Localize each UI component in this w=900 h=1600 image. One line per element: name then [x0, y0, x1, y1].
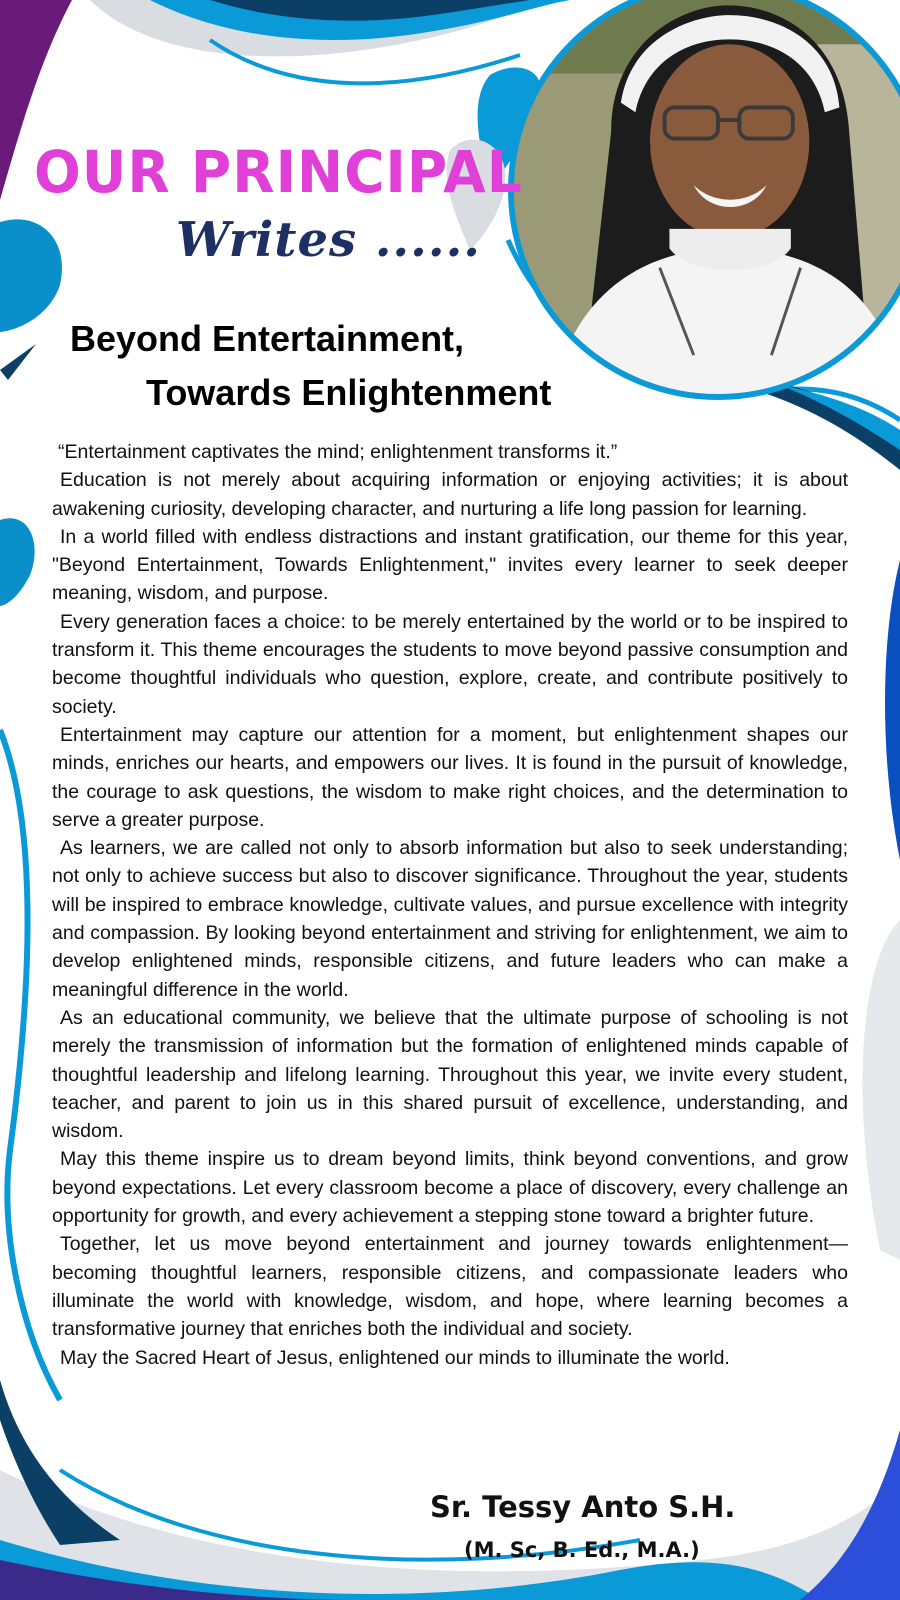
right-edge-gray	[863, 920, 900, 1260]
paragraph: Together, let us move beyond entertainment and journey towards enlightenment—becoming thoughtful learners, responsible citizens, and compassionate leaders who illuminate the world with knowledge, wisdom, and hope, where learning becomes a transformative journey that enriches both the individual and society.	[52, 1233, 848, 1341]
paragraph: Education is not merely about acquiring information or enjoying activities; it is about awakening curiosity, developing character, and nurturing a life long passion for learning.	[52, 469, 848, 520]
paragraph: May this theme inspire us to dream beyond limits, think beyond conventions, and grow beyond expectations. Let every classroom become a place of discovery, every challenge an opportunity for growth, and every achievement a stepping stone toward a brighter future.	[52, 1148, 848, 1228]
signature-qualifications: (M. Sc, B. Ed., M.A.)	[464, 1538, 700, 1562]
right-edge-sliver	[885, 560, 900, 860]
signature-name: Sr. Tessy Anto S.H.	[430, 1490, 736, 1524]
closing-line: May the Sacred Heart of Jesus, enlightened our minds to illuminate the world.	[60, 1346, 730, 1369]
article-title-line1: Beyond Entertainment,	[70, 318, 465, 359]
article-body	[52, 438, 848, 1372]
paragraph: Entertainment may capture our attention for a moment, but enlightenment shapes our minds, enriches our hearts, and empowers our lives. It is found in the pursuit of knowledge, the courage to ask questions, the wisdom to make right choices, and the determination to serve a greater purpose.	[52, 723, 848, 831]
paragraph: As an educational community, we believe that the ultimate purpose of schooling is not merely the transmission of information but the formation of enlightened minds capable of thoughtful leadership and lifelong learning. Throughout this year, we invite every student, teacher, and parent to join us in this shared pursuit of excellence, understanding, and wisdom.	[52, 1006, 848, 1143]
opening-quote: “Entertainment captivates the mind; enlightenment transforms it.”	[58, 441, 618, 463]
paragraph: Every generation faces a choice: to be merely entertained by the world or to be inspired to transform it. This theme encourages the students to move beyond passive consumption and become thoughtful individuals who question, explore, create, and contribute positively to society.	[52, 610, 848, 718]
left-line	[0, 730, 60, 1400]
paragraph: As learners, we are called not only to absorb information but also to seek understanding; not only to achieve success but also to discover significance. Throughout the year, students will be inspired to embrace knowledge, cultivate values, and pursue excellence with integrity and compassion. By looking beyond entertainment and striving for enlightenment, we aim to develop enlightened minds, responsible citizens, and future leaders who can make a meaningful difference in the world.	[52, 837, 848, 1001]
left-blob-small	[0, 518, 35, 606]
paragraph: In a world filled with endless distractions and instant gratification, our theme for this year, "Beyond Entertainment, Towards Enlightenment," invites every learner to seek deeper meaning, wisdom, and purpose.	[52, 525, 848, 605]
page-subtitle: Writes ......	[176, 212, 481, 268]
page-title: OUR PRINCIPAL	[34, 138, 523, 206]
article-title	[0, 312, 640, 420]
article-title-line2: Towards Enlightenment	[146, 372, 552, 413]
